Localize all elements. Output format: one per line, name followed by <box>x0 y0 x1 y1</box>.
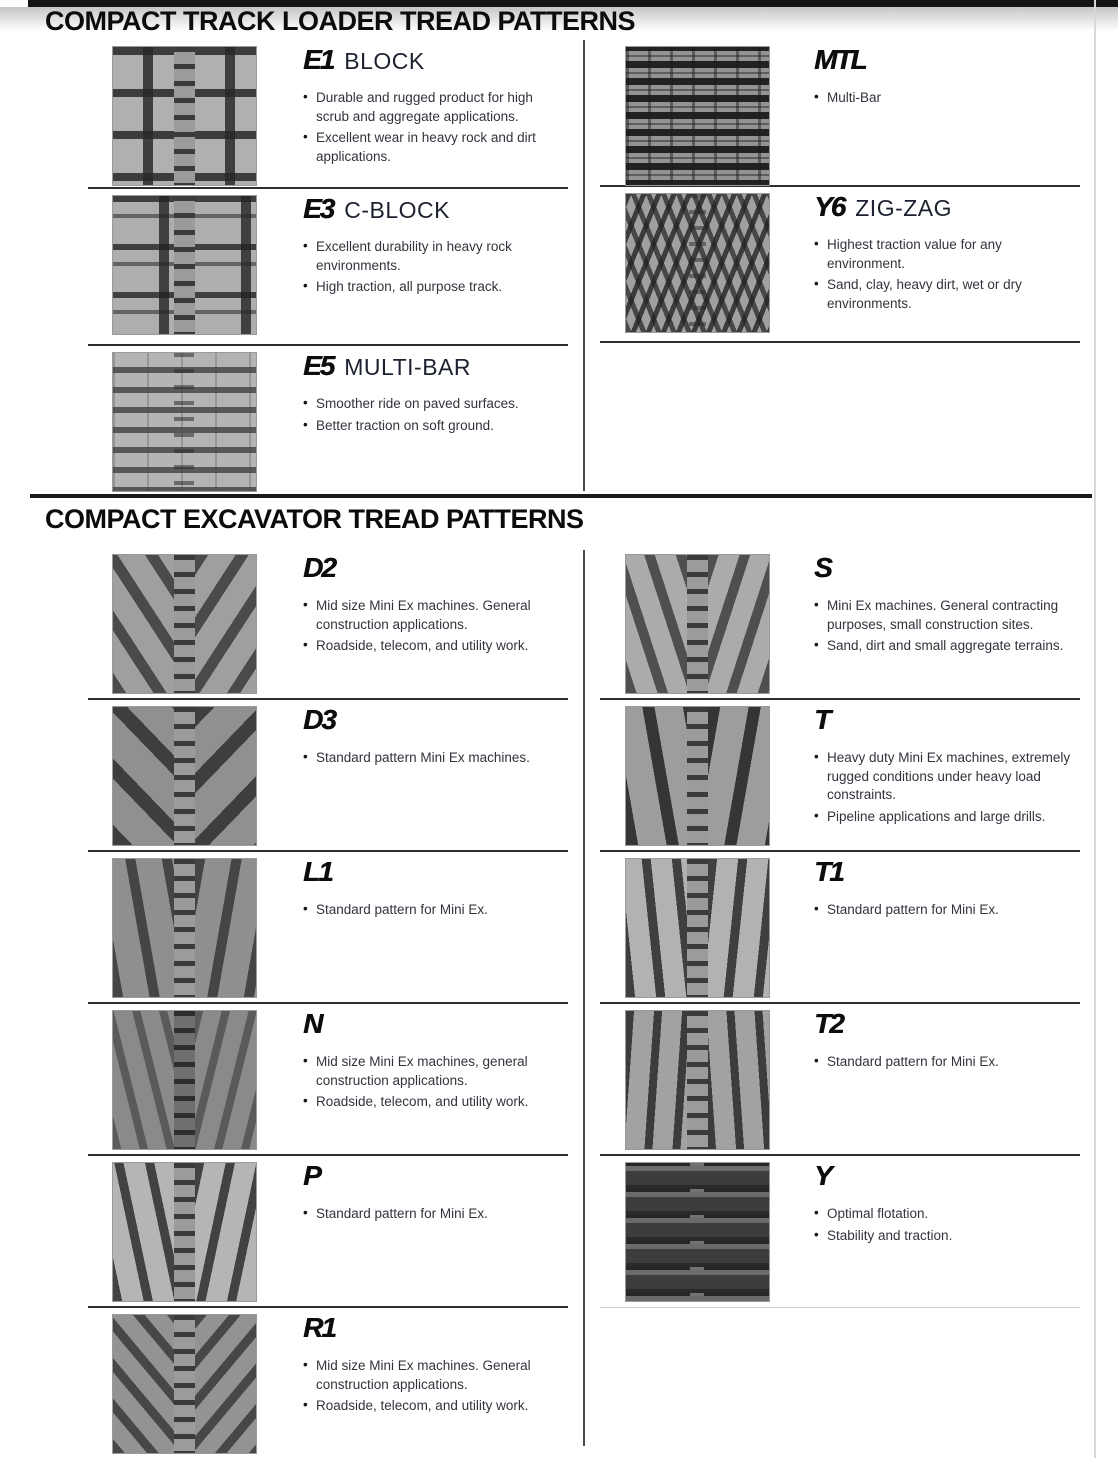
track-loader-left-column <box>88 40 568 491</box>
tread-code: N <box>303 1008 322 1039</box>
tread-code: T2 <box>814 1008 843 1039</box>
tread-row-l1 <box>88 852 568 1004</box>
tread-row-p <box>88 1156 568 1308</box>
n-tread-image <box>112 1010 257 1150</box>
bullet: • Pipeline applications and large drills. <box>814 808 1080 827</box>
bullet: • Excellent wear in heavy rock and dirt applications. <box>303 129 565 166</box>
tread-row-e5 <box>88 346 568 491</box>
track-loader-right-column <box>600 40 1080 343</box>
tread-code: E1 <box>303 44 334 75</box>
tread-row-e1 <box>88 40 568 189</box>
tread-row-r1 <box>88 1308 568 1458</box>
bullet: • High traction, all purpose track. <box>303 278 565 297</box>
bullet: • Standard pattern Mini Ex machines. <box>303 749 565 768</box>
tread-row-e3 <box>88 189 568 346</box>
tread-label <box>814 704 1080 736</box>
tread-code: D3 <box>303 704 335 735</box>
y-tread-image <box>625 1162 770 1302</box>
bullet: • Better traction on soft ground. <box>303 417 565 436</box>
tread-bullets <box>814 597 1080 656</box>
bullet: • Roadside, telecom, and utility work. <box>303 1397 565 1416</box>
p-tread-image <box>112 1162 257 1302</box>
bullet: • Standard pattern for Mini Ex. <box>303 901 565 920</box>
tread-bullets <box>303 1053 565 1112</box>
bullet: • Mid size Mini Ex machines. General construction applications. <box>303 597 565 634</box>
section-title-excavator: COMPACT EXCAVATOR TREAD PATTERNS <box>45 504 584 534</box>
tread-row-y6 <box>600 187 1080 343</box>
tread-label <box>303 1312 565 1344</box>
tread-code: L1 <box>303 856 332 887</box>
tread-row-d2 <box>88 548 568 700</box>
tread-label <box>303 44 565 76</box>
bullet: • Sand, clay, heavy dirt, wet or dry environments. <box>814 276 1080 313</box>
t1-tread-image <box>625 858 770 998</box>
s-tread-image <box>625 554 770 694</box>
tread-code: E5 <box>303 350 334 381</box>
tread-name: C-BLOCK <box>344 197 450 223</box>
tread-label <box>303 1008 565 1040</box>
bullet: • Mid size Mini Ex machines. General construction applications. <box>303 1357 565 1394</box>
tread-label <box>303 552 565 584</box>
d3-tread-image <box>112 706 257 846</box>
tread-bullets <box>303 89 565 167</box>
tread-row-t2 <box>600 1004 1080 1156</box>
excavator-left-column <box>88 548 568 1458</box>
tread-code: D2 <box>303 552 335 583</box>
bullet: • Standard pattern for Mini Ex. <box>814 1053 1080 1072</box>
page-right-edge <box>1094 0 1096 1458</box>
tread-name: ZIG-ZAG <box>855 195 953 221</box>
tread-label <box>814 44 1080 76</box>
bullet: • Roadside, telecom, and utility work. <box>303 637 565 656</box>
tread-code: MTL <box>814 44 866 75</box>
tread-bullets <box>814 749 1080 827</box>
tread-name: BLOCK <box>344 48 425 74</box>
tread-label <box>814 856 1080 888</box>
tread-label <box>814 1008 1080 1040</box>
tread-label <box>303 704 565 736</box>
tread-code: R1 <box>303 1312 335 1343</box>
mtl-tread-image <box>625 46 770 186</box>
bullet: • Durable and rugged product for high scrub and aggregate applications. <box>303 89 565 126</box>
tread-row-d3 <box>88 700 568 852</box>
tread-code: E3 <box>303 193 334 224</box>
bullet: • Highest traction value for any environment. <box>814 236 1080 273</box>
tread-bullets <box>303 1205 565 1224</box>
tread-row-t1 <box>600 852 1080 1004</box>
bullet: • Standard pattern for Mini Ex. <box>814 901 1080 920</box>
excavator-right-column <box>600 548 1080 1308</box>
tread-label <box>814 552 1080 584</box>
tread-label <box>303 856 565 888</box>
tread-row-s <box>600 548 1080 700</box>
tread-bullets <box>814 236 1080 314</box>
bullet: • Excellent durability in heavy rock environments. <box>303 238 565 275</box>
tread-bullets <box>303 1357 565 1416</box>
tread-bullets <box>814 901 1080 920</box>
bullet: • Mini Ex machines. General contracting purposes, small construction sites. <box>814 597 1080 634</box>
e3-c-block-tread-image <box>112 195 257 335</box>
tread-bullets <box>303 597 565 656</box>
tread-label <box>303 350 565 382</box>
e5-multi-bar-tread-image <box>112 352 257 492</box>
tread-bullets <box>303 238 565 297</box>
l1-tread-image <box>112 858 257 998</box>
column-divider <box>583 40 585 491</box>
section-separator <box>30 494 1092 498</box>
tread-label <box>303 193 565 225</box>
bullet: • Mid size Mini Ex machines, general construction applications. <box>303 1053 565 1090</box>
tread-row-y <box>600 1156 1080 1308</box>
tread-bullets <box>303 749 565 768</box>
t-tread-image <box>625 706 770 846</box>
tread-code: Y <box>814 1160 831 1191</box>
tread-code: Y6 <box>814 191 845 222</box>
tread-bullets <box>814 1205 1080 1245</box>
bullet: • Heavy duty Mini Ex machines, extremely rugged conditions under heavy load constraints. <box>814 749 1080 805</box>
tread-name: MULTI-BAR <box>344 354 471 380</box>
bullet: • Stability and traction. <box>814 1227 1080 1246</box>
bullet: • Standard pattern for Mini Ex. <box>303 1205 565 1224</box>
tread-row-n <box>88 1004 568 1156</box>
tread-code: T1 <box>814 856 843 887</box>
y6-zig-zag-tread-image <box>625 193 770 333</box>
bullet: • Optimal flotation. <box>814 1205 1080 1224</box>
bullet: • Roadside, telecom, and utility work. <box>303 1093 565 1112</box>
tread-row-t <box>600 700 1080 852</box>
tread-code: T <box>814 704 830 735</box>
tread-bullets <box>303 901 565 920</box>
tread-label <box>814 1160 1080 1192</box>
bullet: • Sand, dirt and small aggregate terrains. <box>814 637 1080 656</box>
tread-bullets <box>303 395 565 435</box>
d2-tread-image <box>112 554 257 694</box>
r1-tread-image <box>112 1314 257 1454</box>
bullet: • Multi-Bar <box>814 89 1080 108</box>
column-divider <box>583 550 585 1446</box>
e1-block-tread-image <box>112 46 257 186</box>
tread-row-mtl <box>600 40 1080 187</box>
tread-bullets <box>814 89 1080 108</box>
tread-label <box>814 191 1080 223</box>
tread-code: P <box>303 1160 320 1191</box>
t2-tread-image <box>625 1010 770 1150</box>
tread-code: S <box>814 552 831 583</box>
tread-label <box>303 1160 565 1192</box>
tread-bullets <box>814 1053 1080 1072</box>
section-title-track-loader: COMPACT TRACK LOADER TREAD PATTERNS <box>45 6 635 36</box>
bullet: • Smoother ride on paved surfaces. <box>303 395 565 414</box>
